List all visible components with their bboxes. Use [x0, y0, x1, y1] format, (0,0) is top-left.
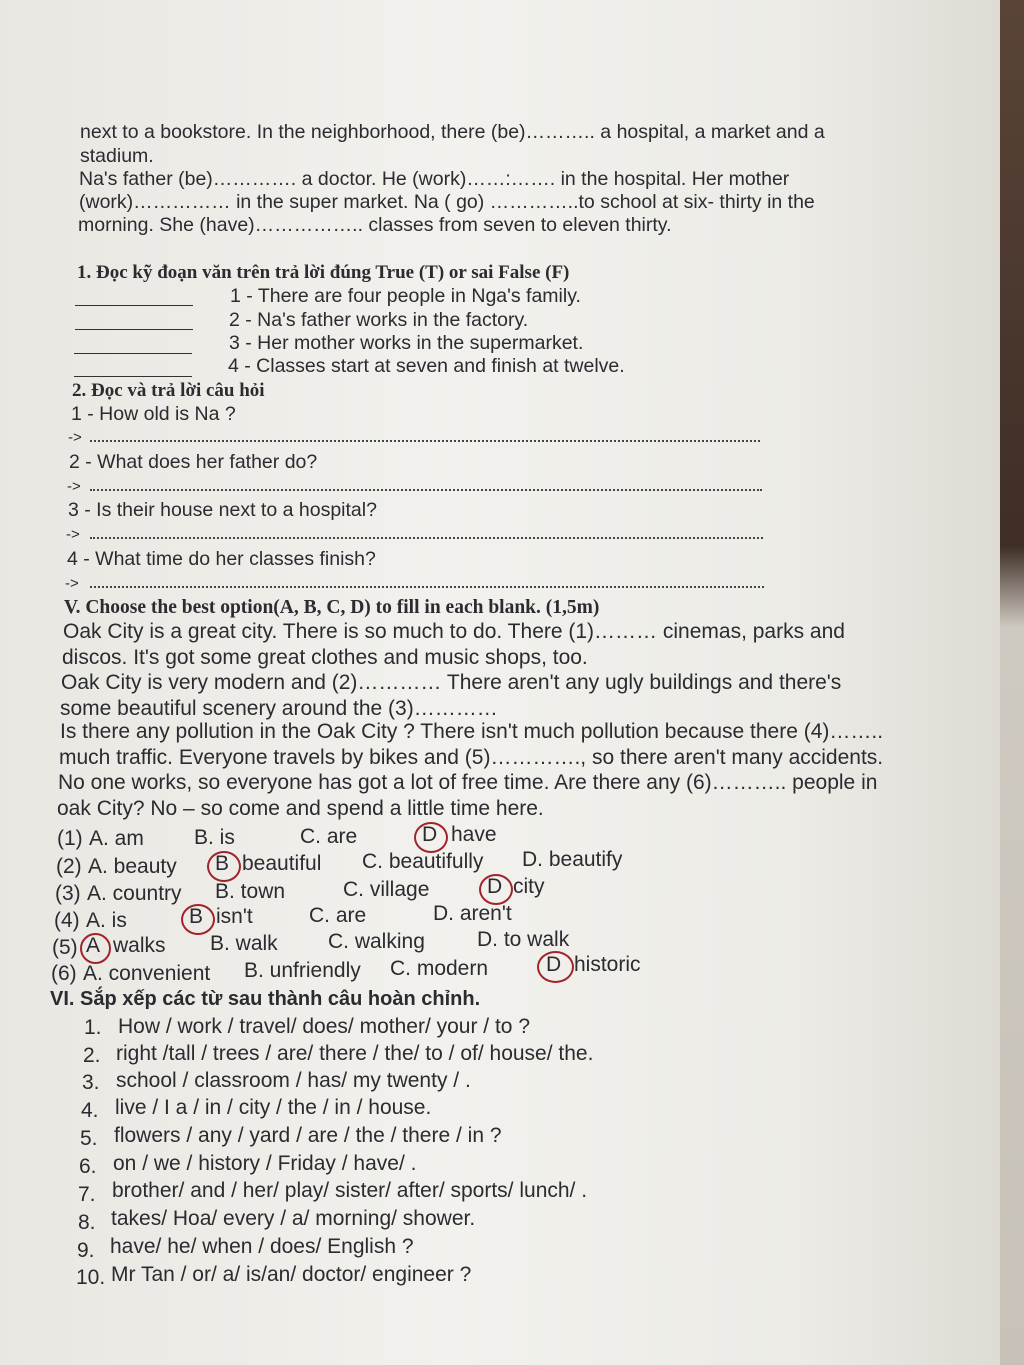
sectionV-heading: V. Choose the best option(A, B, C, D) to fill in each blank. (1,5m): [64, 597, 600, 618]
reorder-item-1: How / work / travel/ does/ mother/ your / to ?: [118, 1015, 530, 1038]
option-2-b-text[interactable]: beautiful: [242, 852, 322, 875]
passage-line-4: (work)…………… in the super market. Na ( go) …………..to school at six- thirty in the: [79, 191, 815, 213]
reorder-num-10: 10.: [76, 1266, 106, 1289]
answer-arrow-4: ->: [65, 575, 79, 592]
cloze-line-7: No one works, so everyone has got a lot of free time. Are there any (6)……….. people in: [58, 771, 878, 794]
option-1-d-letter[interactable]: D: [422, 823, 438, 846]
option-5-b[interactable]: B. walk: [210, 932, 278, 955]
option-row-6-num: (6): [51, 962, 77, 985]
section2-heading: 2. Đọc và trả lời câu hỏi: [72, 380, 265, 401]
option-1-b[interactable]: B. is: [194, 826, 235, 849]
option-2-a[interactable]: A. beauty: [88, 855, 177, 878]
option-3-c[interactable]: C. village: [343, 878, 430, 901]
answer-line-1[interactable]: [90, 440, 760, 442]
option-1-a[interactable]: A. am: [89, 827, 144, 850]
sectionVI-heading: VI. Sắp xếp các từ sau thành câu hoàn chỉnh.: [50, 988, 481, 1010]
reorder-num-7: 7.: [78, 1183, 96, 1206]
answer-arrow-2: ->: [67, 478, 81, 495]
option-4-c[interactable]: C. are: [309, 904, 367, 927]
cloze-line-3: Oak City is very modern and (2)………… There aren't any ugly buildings and there's: [61, 671, 842, 694]
table-edge: [1000, 0, 1024, 1365]
reorder-item-7: brother/ and / her/ play/ sister/ after/ sports/ lunch/ .: [112, 1179, 588, 1202]
answer-line-3[interactable]: [90, 537, 763, 539]
reorder-num-6: 6.: [79, 1155, 97, 1178]
cloze-line-1: Oak City is a great city. There is so much to do. There (1)……… cinemas, parks and: [63, 620, 845, 643]
reorder-item-3: school / classroom / has/ my twenty / .: [116, 1069, 471, 1092]
reorder-num-5: 5.: [80, 1127, 98, 1150]
option-6-a[interactable]: A. convenient: [83, 962, 211, 985]
option-3-d-text[interactable]: city: [513, 875, 545, 898]
option-row-3-num: (3): [55, 882, 81, 905]
option-3-d-letter[interactable]: D: [487, 875, 503, 898]
option-4-d[interactable]: D. aren't: [433, 902, 512, 925]
passage-line-2: stadium.: [80, 145, 154, 167]
passage-line-3: Na's father (be)…………. a doctor. He (work)……:……. in the hospital. Her mother: [79, 168, 790, 190]
reorder-num-4: 4.: [81, 1099, 99, 1122]
tf-blank-1[interactable]: [75, 305, 193, 306]
reorder-item-6: on / we / history / Friday / have/ .: [113, 1152, 417, 1175]
option-row-4-num: (4): [54, 909, 80, 932]
reorder-num-1: 1.: [84, 1016, 102, 1039]
reorder-item-2: right /tall / trees / are/ there / the/ to / of/ house/ the.: [116, 1042, 594, 1065]
cloze-line-6: much traffic. Everyone travels by bikes and (5)…………., so there aren't many accidents.: [59, 746, 884, 769]
tf-blank-3[interactable]: [74, 353, 192, 354]
answer-arrow-3: ->: [66, 526, 80, 543]
option-2-c[interactable]: C. beautifully: [362, 850, 484, 873]
reorder-num-8: 8.: [78, 1211, 96, 1234]
tf-item-4: 4 - Classes start at seven and finish at twelve.: [228, 355, 625, 377]
question-1: 1 - How old is Na ?: [71, 403, 236, 425]
question-4: 4 - What time do her classes finish?: [67, 548, 376, 570]
option-1-d-text[interactable]: have: [451, 823, 497, 846]
option-2-d[interactable]: D. beautify: [522, 848, 623, 871]
answer-arrow-1: ->: [68, 429, 82, 446]
cloze-line-8: oak City? No – so come and spend a little time here.: [57, 797, 544, 820]
option-5-d[interactable]: D. to walk: [477, 928, 570, 951]
option-1-c[interactable]: C. are: [300, 825, 358, 848]
tf-item-3: 3 - Her mother works in the supermarket.: [229, 332, 584, 354]
question-2: 2 - What does her father do?: [69, 451, 318, 473]
section1-heading: 1. Đọc kỹ đoạn văn trên trả lời đúng True (T) or sai False (F): [77, 262, 570, 283]
reorder-item-5: flowers / any / yard / are / the / there / in ?: [114, 1124, 502, 1147]
option-6-d-text[interactable]: historic: [574, 953, 641, 976]
cloze-line-2: discos. It's got some great clothes and music shops, too.: [62, 646, 588, 669]
option-4-b-text[interactable]: isn't: [216, 905, 253, 928]
reorder-num-9: 9.: [77, 1239, 95, 1262]
reorder-item-9: have/ he/ when / does/ English ?: [110, 1235, 414, 1258]
cloze-line-5: Is there any pollution in the Oak City ? There isn't much pollution because there (4)……..: [60, 720, 884, 743]
option-4-b-letter[interactable]: B: [189, 905, 204, 928]
reorder-item-8: takes/ Hoa/ every / a/ morning/ shower.: [111, 1207, 476, 1230]
reorder-num-3: 3.: [82, 1071, 100, 1094]
option-6-d-letter[interactable]: D: [546, 953, 562, 976]
answer-line-4[interactable]: [90, 586, 764, 588]
cloze-line-4: some beautiful scenery around the (3)…………: [60, 697, 498, 720]
tf-blank-2[interactable]: [75, 329, 193, 330]
option-6-c[interactable]: C. modern: [390, 957, 489, 980]
passage-line-5: morning. She (have)…………….. classes from seven to eleven thirty.: [78, 214, 672, 236]
reorder-num-2: 2.: [83, 1044, 101, 1067]
reorder-item-4: live / I a / in / city / the / in / house.: [115, 1096, 432, 1119]
tf-item-1: 1 - There are four people in Nga's family.: [230, 285, 581, 307]
option-5-a-text[interactable]: walks: [113, 934, 166, 957]
option-row-5-num: (5): [52, 936, 78, 959]
reorder-item-10: Mr Tan / or/ a/ is/an/ doctor/ engineer ?: [111, 1263, 472, 1286]
option-3-b[interactable]: B. town: [215, 880, 286, 903]
option-6-b[interactable]: B. unfriendly: [244, 959, 361, 982]
option-2-b-letter[interactable]: B: [215, 852, 230, 875]
question-3: 3 - Is their house next to a hospital?: [68, 499, 377, 521]
option-row-1-num: (1): [57, 827, 83, 850]
tf-item-2: 2 - Na's father works in the factory.: [229, 309, 529, 331]
option-5-a-letter[interactable]: A: [86, 934, 101, 957]
option-5-c[interactable]: C. walking: [328, 930, 425, 953]
passage-line-1: next to a bookstore. In the neighborhood, there (be)……….. a hospital, a market and a: [80, 121, 825, 143]
tf-blank-4[interactable]: [74, 376, 192, 377]
option-row-2-num: (2): [56, 855, 82, 878]
option-3-a[interactable]: A. country: [87, 882, 182, 905]
option-4-a[interactable]: A. is: [86, 909, 127, 932]
answer-line-2[interactable]: [90, 489, 762, 491]
